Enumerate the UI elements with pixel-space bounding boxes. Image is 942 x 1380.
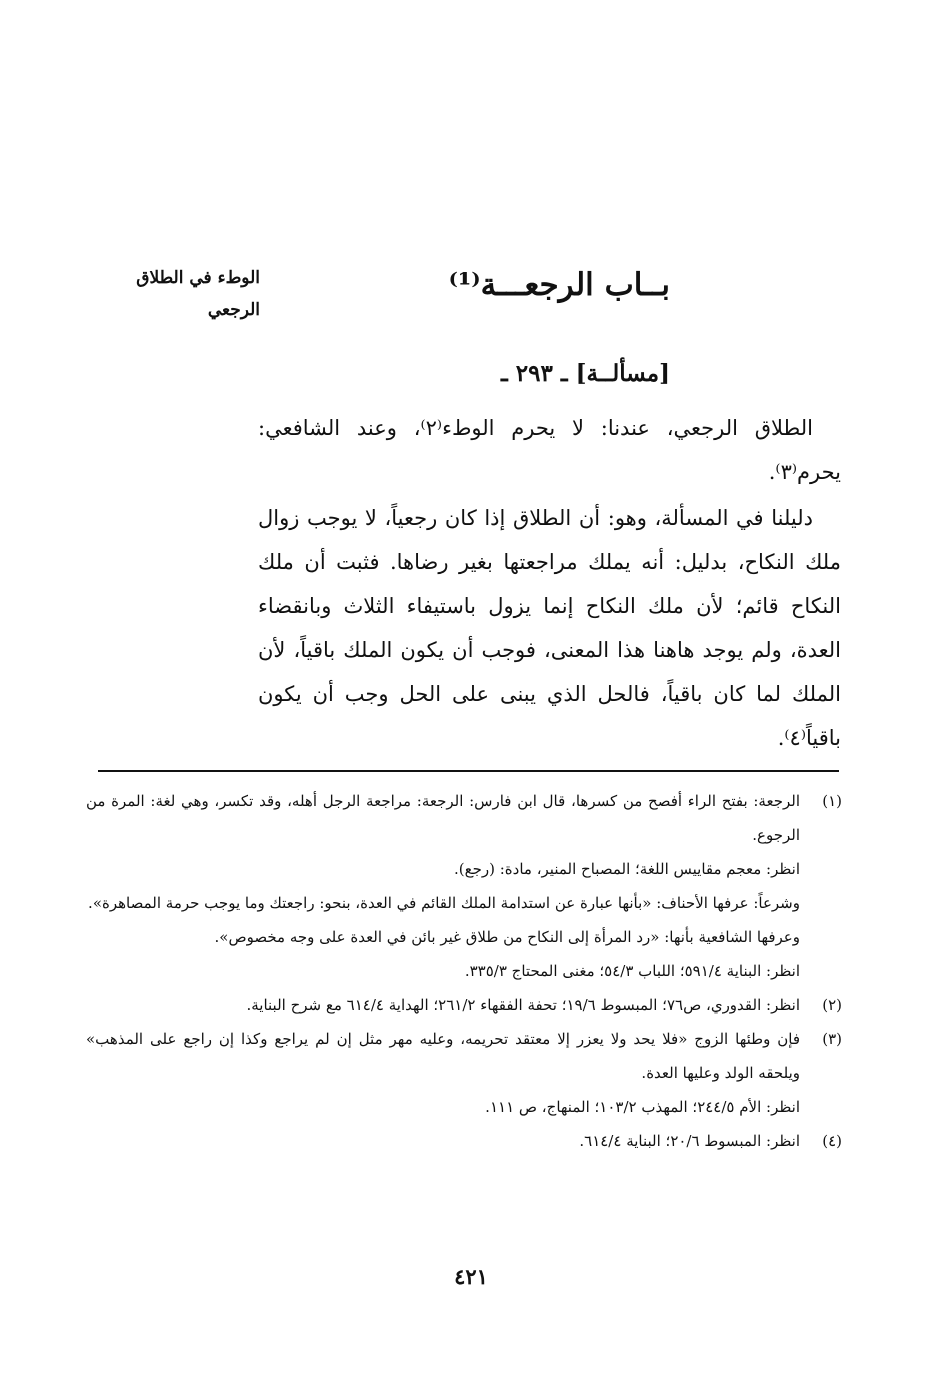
footnote-line: انظر: الأم ٢٤٤/٥؛ المهذب ١٠٣/٢؛ المنهاج، ص ١١١. <box>485 1098 800 1116</box>
footnote-4 <box>86 1124 842 1158</box>
footnote-body <box>86 988 800 1022</box>
footnote-line: وعرفها الشافعية بأنها: «رد المرأة إلى النكاح من طلاق غير بائن في العدة على وجه مخصوص». <box>214 928 800 946</box>
footnote-line: انظر: البناية ٥٩١/٤؛ اللباب ٥٤/٣؛ مغنى المحتاج ٣٣٥/٣. <box>464 962 800 980</box>
footnote-line: الرجعة: بفتح الراء أفصح من كسرها، قال ابن فارس: الرجعة: مراجعة الرجل أهله، وقد تكسر، وهي لغة: المرة من الرجوع. <box>86 792 800 844</box>
footnote-number: (٣) <box>822 1030 842 1048</box>
footnote-line: انظر: القدوري، ص٧٦؛ المبسوط ١٩/٦؛ تحفة الفقهاء ٢٦١/٢؛ الهداية ٦١٤/٤ مع شرح البناية. <box>246 996 800 1014</box>
margin-heading <box>60 262 260 326</box>
footnote-body <box>86 1022 800 1124</box>
main-text <box>258 406 841 760</box>
chapter-title: بــاب الرجعـــة⁽¹⁾ <box>448 267 670 303</box>
issue-title: [مسألــة] ـ ٢٩٣ ـ <box>501 360 670 387</box>
footnote-3 <box>86 1022 842 1124</box>
footnote-number: (٢) <box>822 996 842 1014</box>
footnote-line: وشرعاً: عرفها الأحناف: «بأنها عبارة عن استدامة الملك القائم في العدة، بنحو: راجعتك وما يوجب حرمة المصاهرة». <box>88 894 800 912</box>
footnote-body <box>86 1124 800 1158</box>
footnotes <box>86 784 842 1158</box>
footnote-1 <box>86 784 842 988</box>
footnote-number: (٤) <box>822 1132 842 1150</box>
margin-heading-line-1: الوطء في الطلاق <box>136 268 260 288</box>
footnote-separator <box>98 770 839 772</box>
margin-heading-line-2: الرجعي <box>207 300 260 320</box>
main-paragraph-1: الطلاق الرجعي، عندنا: لا يحرم الوطء⁽٢⁾، وعند الشافعي: يحرم⁽٣⁾. <box>258 416 841 484</box>
footnote-body <box>86 784 800 988</box>
footnote-line: فإن وطئها الزوج «فلا يحد ولا يعزر إلا معتقد تحريمه، وعليه مهر مثل إن لم يراجع وكذا إن راجع على المذهب» ويلحقه الولد وعليها العدة. <box>86 1030 800 1082</box>
footnote-2 <box>86 988 842 1022</box>
footnote-line: انظر: معجم مقاييس اللغة؛ المصباح المنير، مادة: (رجع). <box>453 860 800 878</box>
page-number: ٤٢١ <box>454 1264 488 1289</box>
footnote-line: انظر: المبسوط ٢٠/٦؛ البناية ٦١٤/٤. <box>579 1132 800 1150</box>
footnote-number: (١) <box>822 792 842 810</box>
main-paragraph-2: دليلنا في المسألة، وهو: أن الطلاق إذا كان رجعياً، لا يوجب زوال ملك النكاح، بدليل: أنه يملك مراجعتها بغير رضاها. فثبت أن ملك النكاح قائم؛ لأن ملك النكاح إنما يزول باستيفاء الثلاث وبانقضاء العدة، ولم يوجد هاهنا هذا المعنى، فوجب أن يكون الملك باقياً، لأن الملك لما كان باقياً، فالحل الذي يبنى على الحل وجب أن يكون باقياً⁽٤⁾. <box>258 506 841 750</box>
